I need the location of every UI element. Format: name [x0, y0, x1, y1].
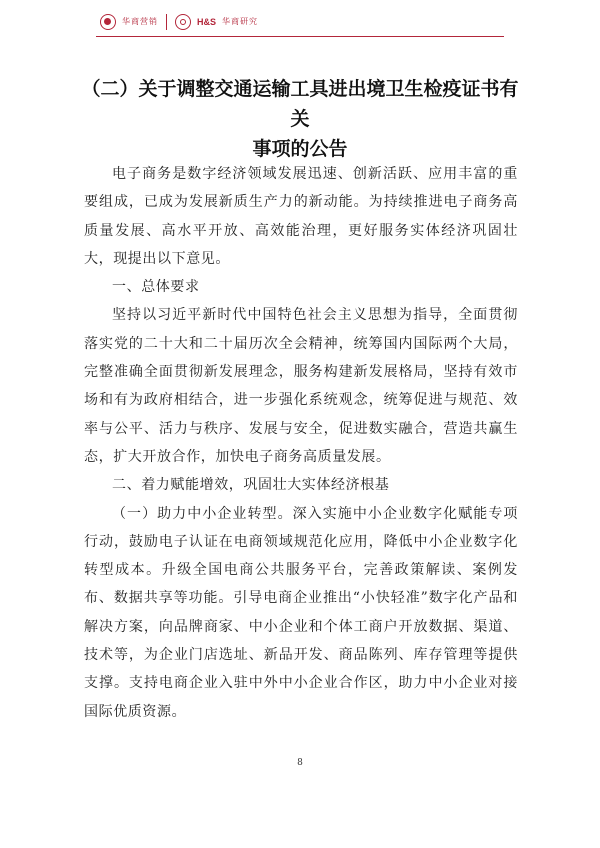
partner-logo-text: H&S: [197, 17, 217, 27]
page-header: [100, 8, 258, 36]
brand-logo-icon: [100, 14, 116, 30]
partner-logo-subtext: 华商研究: [222, 17, 259, 26]
document-body: [84, 160, 518, 726]
section-heading-2: 二、着力赋能增效，巩固壮大实体经济根基: [112, 477, 390, 494]
title-line-1: （二）关于调整交通运输工具进出境卫生检疫证书有关: [81, 78, 519, 130]
logo-divider: [166, 14, 167, 30]
document-title: [80, 74, 520, 164]
body-paragraph-2: （一）助力中小企业转型。深入实施中小企业数字化赋能专项行动，鼓励电子认证在电商领域规范化应用，降低中小企业数字化转型成本。升级全国电商公共服务平台，完善政策解读、案例发布、数据共享等功能。引导电商企业推出“小快轻准”数字化产品和解决方案，向品牌商家、中小企业和个体工商户开放数据、渠道、技术等，为企业门店选址、新品开发、商品陈列、库存管理等提供支撑。支持电商企业入驻中外中小企业合作区，助力中小企业对接国际优质资源。: [84, 505, 518, 720]
brand-logo-text: 华商营销: [122, 17, 158, 26]
page-number: 8: [297, 758, 303, 768]
header-rule: [96, 36, 504, 37]
body-paragraph-1: 坚持以习近平新时代中国特色社会主义思想为指导，全面贯彻落实党的二十大和二十届历次全会精神，统筹国内国际两个大局，完整准确全面贯彻新发展理念，服务构建新发展格局，坚持有效市场和有为政府相结合，进一步强化系统观念，统筹促进与规范、效率与公平、活力与秩序、发展与安全，促进数实融合，营造共赢生态，扩大开放合作，加快电子商务高质量发展。: [84, 307, 518, 465]
intro-paragraph: 电子商务是数字经济领域发展迅速、创新活跃、应用丰富的重要组成，已成为发展新质生产力的新动能。为持续推进电子商务高质量发展、高水平开放、高效能治理，更好服务实体经济巩固壮大，现提出以下意见。: [84, 166, 518, 267]
partner-logo-icon: [175, 14, 191, 30]
section-heading-1: 一、总体要求: [112, 279, 200, 296]
title-line-2: 事项的公告: [252, 138, 348, 160]
